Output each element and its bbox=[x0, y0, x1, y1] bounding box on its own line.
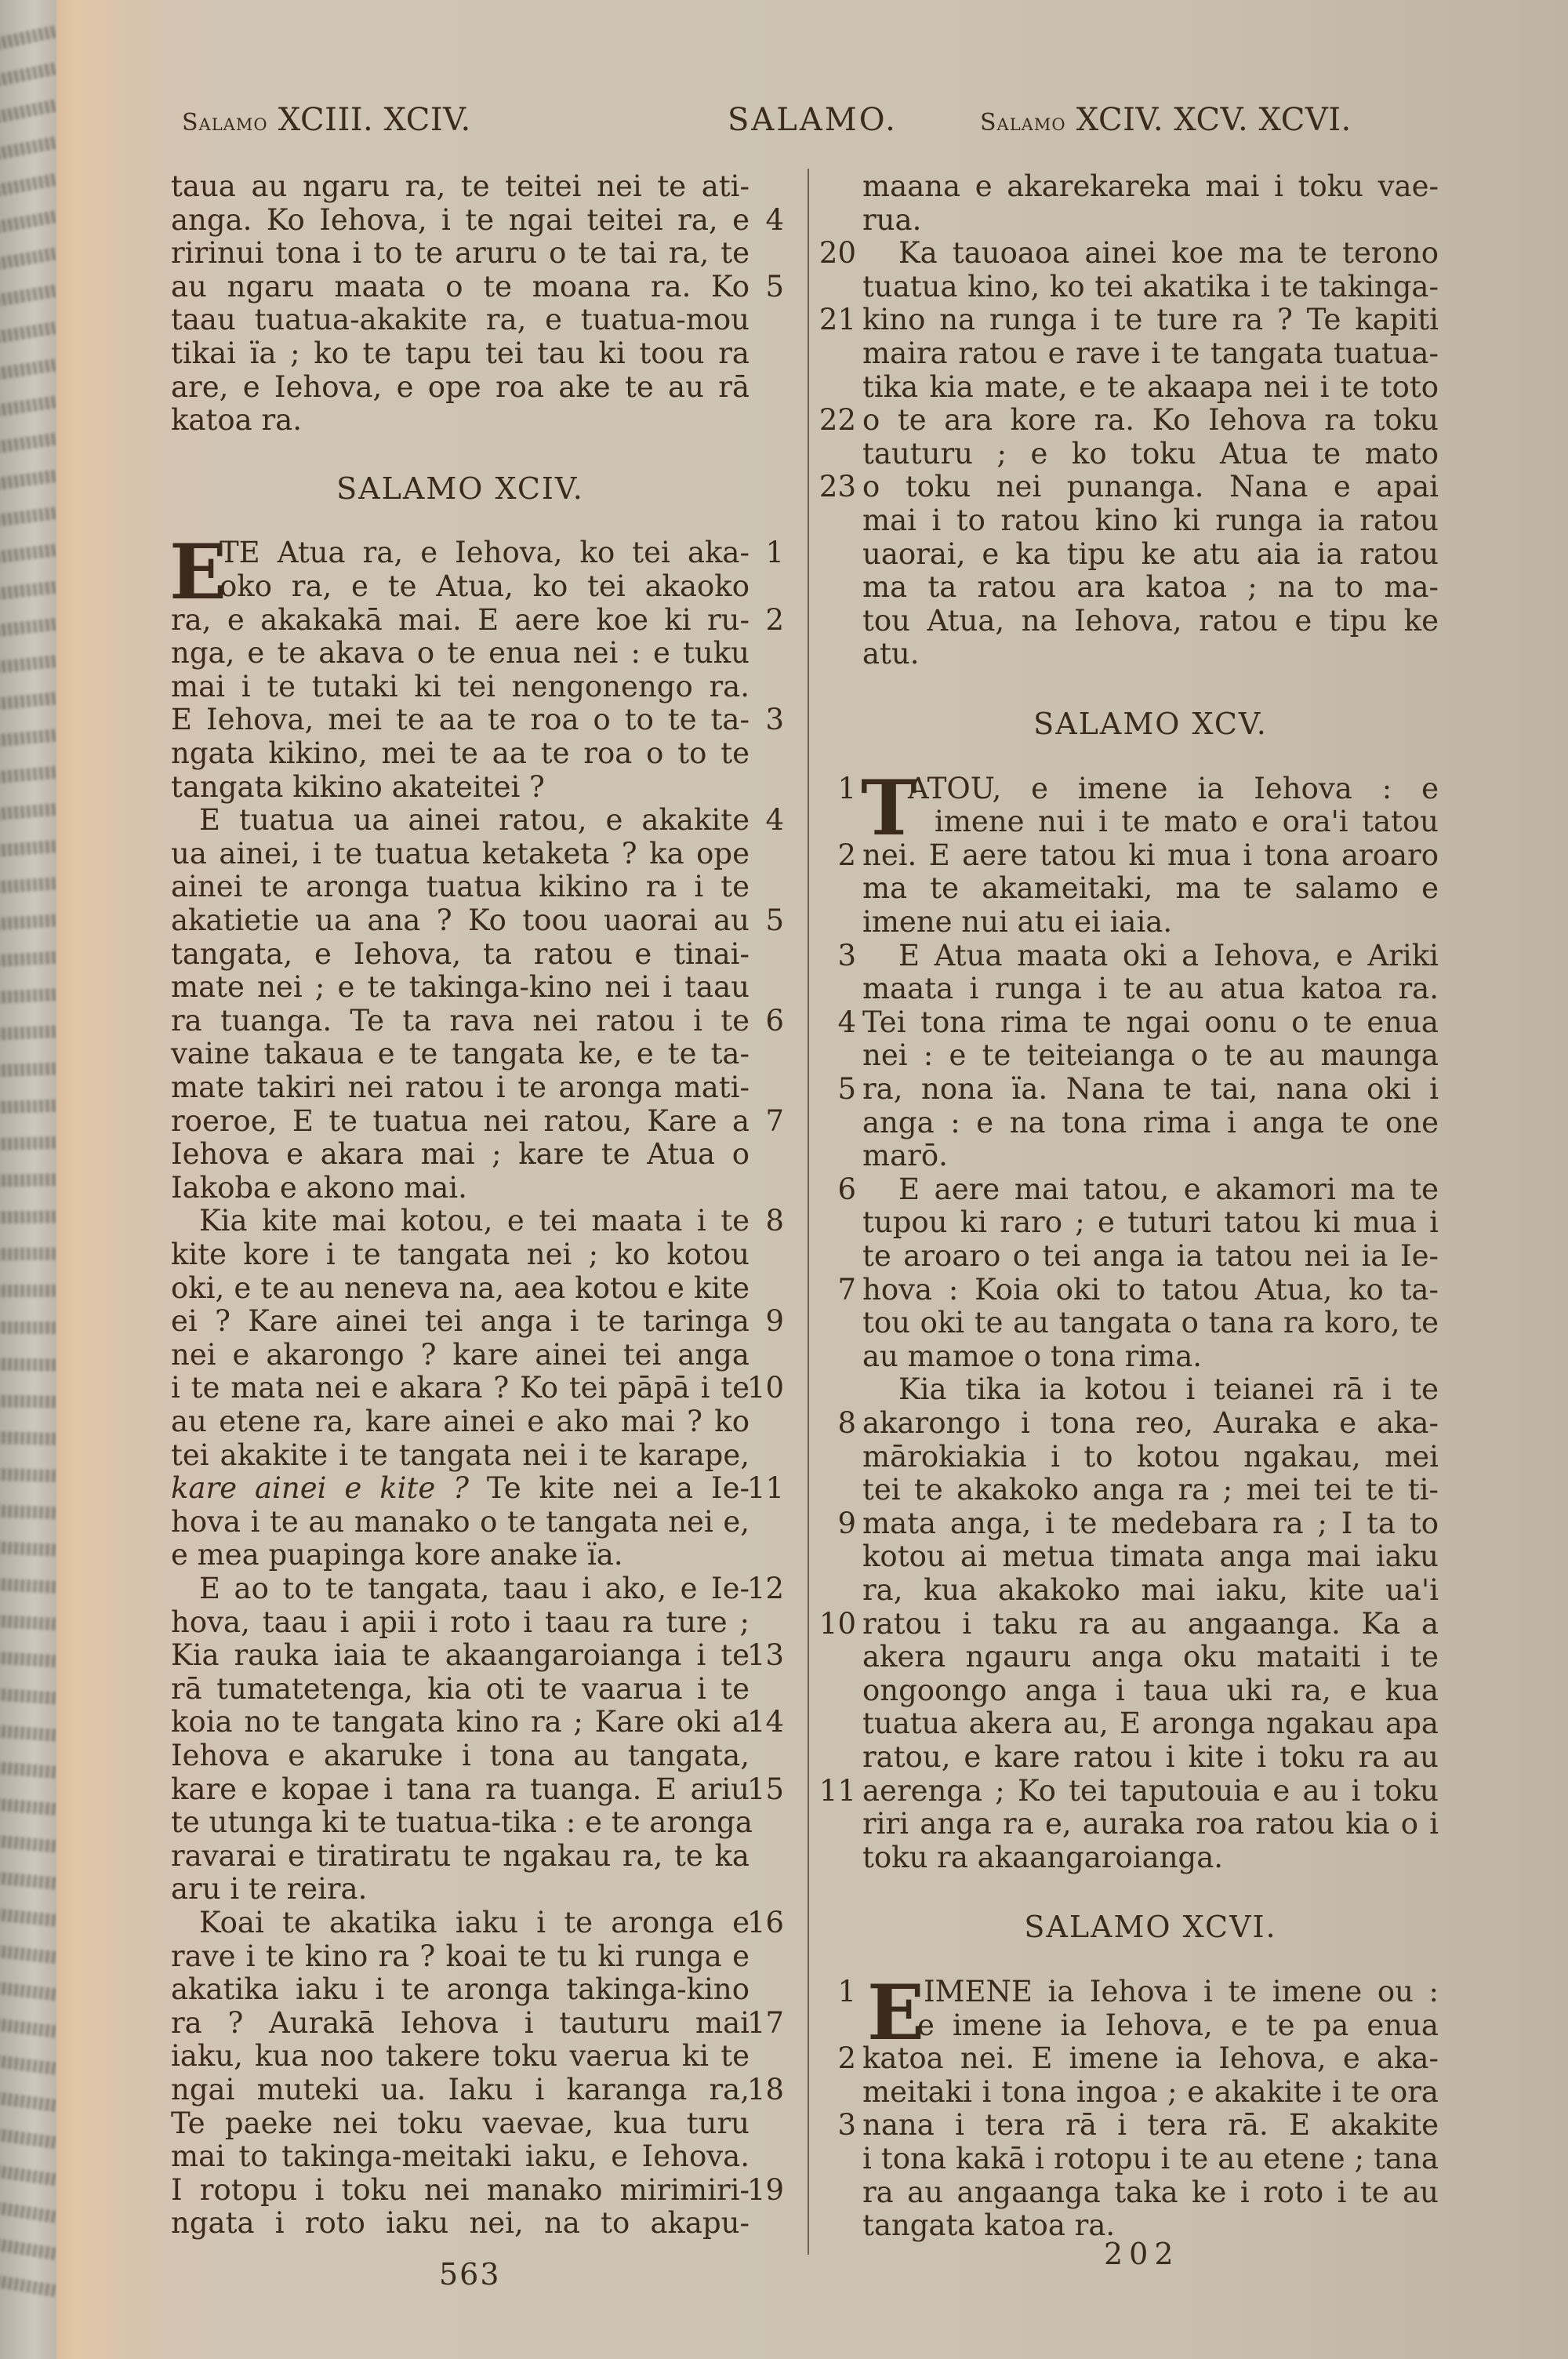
verse-number: 17 bbox=[746, 2005, 784, 2040]
bleed-through-text bbox=[0, 25, 56, 50]
bleed-through-text bbox=[0, 766, 56, 784]
text-line: Te paeke nei toku vaevae, kua turu bbox=[171, 2106, 750, 2140]
text-line: ra, e akakakā mai. E aere koe ki ru- bbox=[171, 602, 750, 637]
verse-number: 2 bbox=[765, 602, 784, 637]
text-line: o toku nei punanga. Nana e apai bbox=[862, 470, 1439, 504]
bleed-through-text bbox=[0, 655, 56, 674]
bleed-through-text bbox=[0, 1431, 56, 1445]
text-line: ra, nona ïa. Nana te tai, nana oki i bbox=[862, 1072, 1439, 1106]
verse-number: 2 bbox=[837, 2041, 856, 2076]
running-head-right-sc: Salamo bbox=[980, 109, 1066, 136]
text-line: ngata i roto iaku nei, na to akapu- bbox=[171, 2206, 750, 2241]
verse-number: 10 bbox=[818, 1606, 856, 1641]
page-number-right: 202 bbox=[1104, 2237, 1180, 2271]
verse-number: 23 bbox=[818, 470, 856, 504]
text-line: ratou i taku ra au angaanga. Ka a bbox=[862, 1606, 1439, 1641]
text-line bbox=[171, 1471, 750, 1505]
text-line: Kia rauka iaia te akaangaroianga i te bbox=[171, 1638, 750, 1673]
text-line: mai i te tutaki ki tei nengonengo ra. bbox=[171, 669, 750, 703]
bleed-through-text bbox=[0, 470, 56, 490]
verse-number: 10 bbox=[746, 1371, 784, 1405]
text-line: TE Atua ra, e Iehova, ko tei aka- bbox=[220, 536, 750, 570]
verse-number: 6 bbox=[765, 1003, 784, 1038]
text-line: tikai ïa ; ko te tapu tei tau ki toou ra bbox=[171, 336, 750, 370]
text-line: mai to takinga-meitaki iaku, e Iehova. bbox=[171, 2139, 750, 2174]
verse-number: 21 bbox=[818, 303, 856, 337]
text-line: tangata, e Iehova, ta ratou e tinai- bbox=[171, 936, 750, 971]
bleed-through-text bbox=[0, 1100, 56, 1114]
text-line: Koai te akatika iaku i te aronga e bbox=[199, 1906, 750, 1939]
text-line: ATOU, e imene ia Iehova : e bbox=[908, 771, 1439, 805]
text-line: taau tuatua-akakite ra, e tuatua-mou bbox=[171, 303, 750, 337]
verse-number: 3 bbox=[837, 2108, 856, 2143]
text-line: katoa ra. bbox=[171, 403, 302, 438]
text-line: te utunga ki te tuatua-tika : e te aronga bbox=[171, 1805, 753, 1840]
text-line: mārokiakia i to kotou ngakau, mei bbox=[862, 1439, 1439, 1474]
bleed-through-text bbox=[0, 1358, 56, 1372]
previous-page-edge bbox=[0, 0, 56, 2359]
verse-number: 8 bbox=[837, 1406, 856, 1440]
bleed-through-text bbox=[0, 62, 56, 86]
text-line: kotou ai metua timata anga mai iaku bbox=[862, 1539, 1439, 1574]
verse-number: 5 bbox=[765, 269, 784, 304]
verse-number: 9 bbox=[765, 1304, 784, 1339]
text-line: Tei tona rima te ngai oonu o te enua bbox=[862, 1005, 1439, 1039]
bleed-through-text bbox=[0, 1945, 56, 1964]
bleed-through-text bbox=[0, 1761, 56, 1779]
bleed-through-text bbox=[0, 618, 56, 638]
bleed-through-text bbox=[0, 1871, 56, 1889]
text-line: I rotopu i toku nei manako mirimiri- bbox=[171, 2172, 750, 2207]
bleed-through-text bbox=[0, 1468, 56, 1482]
bleed-through-text bbox=[0, 840, 56, 857]
bleed-through-text bbox=[0, 1835, 56, 1853]
text-line: Kia kite mai kotou, e tei maata i te bbox=[199, 1204, 750, 1238]
verse-number: 2 bbox=[837, 838, 856, 872]
text-line: IMENE ia Iehova i te imene ou : bbox=[924, 1975, 1439, 2008]
text-line: kare e kopae i tana ra tuanga. E ariu bbox=[171, 1772, 750, 1806]
text-line: kino na runga i te ture ra ? Te kapiti bbox=[862, 303, 1439, 337]
text-line: i te mata nei e akara ? Ko tei pāpā i te bbox=[171, 1371, 750, 1405]
text-line: imene nui atu ei iaia. bbox=[862, 905, 1173, 939]
text-line: E Iehova, mei te aa te roa o to te ta- bbox=[171, 703, 750, 737]
text-line: i tona kakā i rotopu i te au etene ; tana bbox=[862, 2142, 1439, 2175]
bleed-through-text bbox=[0, 1615, 56, 1630]
text-line: rā tumatetenga, kia oti te vaarua i te bbox=[171, 1671, 750, 1706]
bleed-through-text bbox=[0, 1136, 56, 1150]
text-line: rua. bbox=[862, 202, 922, 237]
drop-cap: E bbox=[169, 528, 227, 617]
verse-number: 6 bbox=[837, 1172, 856, 1206]
text-line: ainei te aronga tuatua kikino ra i te bbox=[171, 870, 750, 904]
text-line: aerenga ; Ko tei taputouia e au i toku bbox=[862, 1773, 1439, 1808]
text-line: ratou, e kare ratou i kite i toku ra au bbox=[862, 1740, 1439, 1774]
bleed-through-text bbox=[0, 1394, 56, 1408]
text-line: vaine takaua e te tangata ke, e te ta- bbox=[171, 1037, 750, 1071]
text-line: ma ta ratou ara katoa ; na to ma- bbox=[862, 570, 1439, 605]
verse-number: 3 bbox=[837, 938, 856, 972]
bleed-through-text bbox=[0, 322, 56, 343]
bleed-through-text bbox=[0, 2238, 56, 2260]
text-line: tei te akakoko anga ra ; mei tei te ti- bbox=[862, 1473, 1439, 1507]
text-line: mate takiri nei ratou i te aronga mati- bbox=[171, 1070, 750, 1104]
bleed-through-text bbox=[0, 1025, 56, 1040]
verse-number: 19 bbox=[746, 2172, 784, 2207]
verse-number: 9 bbox=[837, 1506, 856, 1540]
text-line: ririnui tona i to te aruru o te tai ra, te bbox=[171, 236, 750, 271]
text-line: taua au ngaru ra, te teitei nei te ati- bbox=[171, 169, 750, 203]
running-head-center: SALAMO. bbox=[728, 102, 898, 138]
drop-cap: T bbox=[861, 763, 917, 852]
bleed-through-text bbox=[0, 803, 56, 820]
text-line: tupou ki raro ; e tuturi tatou ki mua i bbox=[862, 1205, 1439, 1240]
text-line: ra tuanga. Te ta rava nei ratou i te bbox=[171, 1003, 750, 1038]
verse-number: 15 bbox=[746, 1772, 784, 1806]
bleed-through-text bbox=[0, 692, 56, 711]
verse-number: 5 bbox=[765, 903, 784, 937]
text-line: riri anga ra e, auraka roa ratou kia o i bbox=[862, 1807, 1439, 1841]
bleed-through-text bbox=[0, 951, 56, 967]
verse-number: 3 bbox=[765, 703, 784, 737]
bleed-through-text bbox=[0, 1578, 56, 1594]
text-line: Iakoba e akono mai. bbox=[171, 1170, 467, 1205]
text-line: nei e akarongo ? kare ainei tei anga bbox=[171, 1337, 750, 1372]
running-head-right bbox=[980, 102, 1352, 138]
bleed-through-text bbox=[0, 1798, 56, 1816]
verse-number: 8 bbox=[765, 1204, 784, 1238]
psalm-heading: SALAMO XCVI. bbox=[1024, 1910, 1277, 1945]
text-line: akarongo i tona reo, Auraka e aka- bbox=[862, 1406, 1439, 1440]
text-line: au etene ra, kare ainei e ako mai ? ko bbox=[171, 1405, 750, 1438]
text-line: hova : Koia oki to tatou Atua, ko ta- bbox=[862, 1272, 1439, 1307]
text-line: mata anga, i te medebara ra ; I ta to bbox=[862, 1506, 1439, 1540]
text-line: ma te akameitaki, ma te salamo e bbox=[862, 871, 1439, 906]
verse-number: 14 bbox=[746, 1705, 784, 1739]
bleed-through-text bbox=[0, 877, 56, 893]
text-line: roeroe, E te tuatua nei ratou, Kare a bbox=[171, 1103, 750, 1138]
text-line: kite kore i te tangata nei ; ko kotou bbox=[171, 1238, 750, 1271]
bleed-through-text bbox=[0, 1725, 56, 1742]
text-line: ua ainei, i te tuatua ketaketa ? ka ope bbox=[171, 836, 750, 871]
verse-number: 4 bbox=[765, 202, 784, 237]
bleed-through-text bbox=[0, 2055, 56, 2075]
text-line: oki, e te au neneva na, aea kotou e kite bbox=[171, 1270, 750, 1305]
bleed-through-text bbox=[0, 2275, 56, 2297]
bleed-through-text bbox=[0, 1173, 56, 1187]
text-line: tangata katoa ra. bbox=[862, 2208, 1116, 2243]
text-line: e mea puapinga kore anake ïa. bbox=[171, 1538, 623, 1572]
text-line: tauturu ; e ko toku Atua te mato bbox=[862, 436, 1439, 471]
verse-number: 1 bbox=[837, 771, 856, 805]
text-line: au mamoe o tona rima. bbox=[862, 1339, 1203, 1373]
text-line: Iehova e akaruke i tona au tangata, bbox=[171, 1739, 750, 1772]
bleed-through-text bbox=[0, 395, 56, 416]
bleed-through-text bbox=[0, 2165, 56, 2186]
text-line: o te ara kore ra. Ko Iehova ra toku bbox=[862, 403, 1439, 438]
verse-number: 13 bbox=[746, 1638, 784, 1673]
text-line: E tuatua ua ainei ratou, e akakite bbox=[199, 803, 750, 838]
bleed-through-text bbox=[0, 1541, 56, 1556]
text-line: nana i tera rā i tera rā. E akakite bbox=[862, 2108, 1439, 2143]
text-line: toku ra akaangaroianga. bbox=[862, 1840, 1224, 1874]
running-head-left-sc: Salamo bbox=[182, 109, 268, 136]
text-line: tika kia mate, e te akaapa nei i te toto bbox=[862, 369, 1439, 404]
bleed-through-text bbox=[0, 100, 56, 124]
text-line: akera ngauru anga oku mataiti i te bbox=[862, 1640, 1439, 1674]
text-line: tei akakite i te tangata nei i te karape, bbox=[171, 1438, 750, 1472]
bleed-through-text bbox=[0, 285, 56, 307]
bleed-through-text bbox=[0, 1908, 56, 1927]
text-line: akatietie ua ana ? Ko toou uaorai au bbox=[171, 903, 750, 937]
bleed-through-text bbox=[0, 136, 56, 161]
text-line: nga, e te akava o te enua nei : e tuku bbox=[171, 636, 750, 671]
text-line: Ka tauoaoa ainei koe ma te terono bbox=[898, 236, 1439, 271]
text-line: E ao to te tangata, taau i ako, e Ie- bbox=[199, 1572, 750, 1605]
italic-text: kare ainei e kite ? bbox=[171, 1471, 469, 1506]
verse-number: 5 bbox=[837, 1072, 856, 1106]
line-text: Te kite nei a Ie- bbox=[469, 1471, 750, 1506]
bleed-through-text bbox=[0, 1063, 56, 1078]
verse-number: 11 bbox=[746, 1471, 784, 1506]
text-line: E Atua maata oki a Iehova, e Ariki bbox=[898, 938, 1439, 972]
text-line: ra ? Aurakā Iehova i tauturu mai bbox=[171, 2005, 750, 2040]
page-number-left: 563 bbox=[439, 2257, 501, 2292]
bleed-through-text bbox=[0, 988, 56, 1004]
text-line: rave i te kino ra ? koai te tu ki runga e bbox=[171, 1939, 750, 1973]
text-line: oko ra, e te Atua, ko tei akaoko bbox=[220, 569, 750, 603]
verse-number: 11 bbox=[818, 1773, 856, 1808]
bleed-through-text bbox=[0, 2018, 56, 2037]
verse-number: 22 bbox=[818, 403, 856, 438]
text-line: maana e akarekareka mai i toku vae- bbox=[862, 169, 1439, 203]
bleed-through-text bbox=[0, 1688, 56, 1704]
text-line: nei : e te teiteianga o te au maunga bbox=[862, 1038, 1439, 1073]
text-line: hova, taau i apii i roto i taau ra ture ; bbox=[171, 1605, 750, 1639]
text-line: Iehova e akara mai ; kare te Atua o bbox=[171, 1137, 750, 1172]
text-line: mai i to ratou kino ki runga ia ratou bbox=[862, 503, 1439, 537]
verse-number: 7 bbox=[837, 1272, 856, 1307]
bleed-through-text bbox=[0, 543, 56, 564]
text-line: te aroaro o tei anga ia tatou nei ia Ie- bbox=[862, 1239, 1439, 1273]
text-line: ngata kikino, mei te aa te roa o to te bbox=[171, 736, 750, 770]
text-line: tuatua kino, ko tei akatika i te takinga- bbox=[862, 269, 1439, 304]
bleed-through-text bbox=[0, 2201, 56, 2223]
text-line: katoa nei. E imene ia Iehova, e aka- bbox=[862, 2041, 1439, 2076]
text-line: are, e Iehova, e ope roa ake te au rā bbox=[171, 369, 750, 404]
text-line: e imene ia Iehova, e te pa enua bbox=[917, 2008, 1439, 2042]
text-line: aru i te reira. bbox=[171, 1872, 368, 1906]
bleed-through-text bbox=[0, 2092, 56, 2112]
bleed-through-text bbox=[0, 358, 56, 380]
psalm-heading: SALAMO XCV. bbox=[1033, 707, 1268, 741]
text-line: imene nui i te mato e ora'i tatou bbox=[935, 805, 1439, 839]
verse-number: 7 bbox=[765, 1103, 784, 1138]
running-head-left bbox=[182, 102, 471, 138]
bleed-through-text bbox=[0, 1652, 56, 1668]
bleed-through-text bbox=[0, 433, 56, 454]
drop-cap: E bbox=[867, 1968, 925, 2057]
text-line: ra, kua akakoko mai iaku, kite ua'i bbox=[862, 1573, 1439, 1607]
text-line: mate nei ; e te takinga-kino nei i taau bbox=[171, 970, 750, 1005]
text-line: Kia tika ia kotou i teianei rā i te bbox=[898, 1372, 1439, 1407]
running-head-left-rest: XCIII. XCIV. bbox=[267, 102, 471, 138]
bleed-through-text bbox=[0, 1210, 56, 1223]
text-line: anga : e na tona rima i anga te one bbox=[862, 1105, 1439, 1140]
bleed-through-text bbox=[0, 914, 56, 931]
text-line: uaorai, e ka tipu ke atu aia ia ratou bbox=[862, 536, 1439, 571]
bleed-through-text bbox=[0, 1248, 56, 1261]
bleed-through-text bbox=[0, 173, 56, 197]
text-line: tou oki te au tangata o tana ra koro, te bbox=[862, 1306, 1439, 1340]
text-line: nei. E aere tatou ki mua i tona aroaro bbox=[862, 838, 1439, 872]
text-line: tuatua akera au, E aronga ngakau apa bbox=[862, 1707, 1439, 1741]
verse-number: 1 bbox=[765, 536, 784, 570]
text-line: iaku, kua noo takere toku vaerua ki te bbox=[171, 2039, 750, 2074]
text-line: ngai muteki ua. Iaku i karanga ra, bbox=[171, 2073, 750, 2106]
text-line: marō. bbox=[862, 1139, 948, 1173]
bleed-through-text bbox=[0, 729, 56, 747]
text-line: anga. Ko Iehova, i te ngai teitei ra, e bbox=[171, 202, 750, 237]
text-line: ravarai e tiratiratu te ngakau ra, te ka bbox=[171, 1838, 750, 1873]
text-line: tangata kikino akateitei ? bbox=[171, 769, 545, 804]
bleed-through-text bbox=[0, 210, 56, 234]
verse-number: 12 bbox=[746, 1572, 784, 1605]
text-line: ongoongo anga i taua uki ra, e kua bbox=[862, 1673, 1439, 1707]
text-line: ei ? Kare ainei tei anga i te taringa bbox=[171, 1304, 750, 1339]
bleed-through-text bbox=[0, 580, 56, 600]
bleed-through-text bbox=[0, 247, 56, 270]
text-line: maata i runga i te au atua katoa ra. bbox=[862, 972, 1439, 1006]
bleed-through-text bbox=[0, 1285, 56, 1297]
bleed-through-text bbox=[0, 1982, 56, 2001]
text-line: ra au angaanga taka ke i roto i te au bbox=[862, 2175, 1439, 2209]
bleed-through-text bbox=[0, 1321, 56, 1334]
psalm-heading: SALAMO XCIV. bbox=[336, 471, 584, 506]
text-line: tou Atua, na Iehova, ratou e tipu ke bbox=[862, 603, 1439, 638]
verse-number: 18 bbox=[746, 2073, 784, 2106]
verse-number: 1 bbox=[837, 1975, 856, 2008]
running-head-right-rest: XCIV. XCV. XCVI. bbox=[1065, 102, 1352, 138]
verse-number: 4 bbox=[837, 1005, 856, 1039]
verse-number: 16 bbox=[746, 1906, 784, 1939]
verse-number: 20 bbox=[818, 236, 856, 271]
bleed-through-text bbox=[0, 507, 56, 527]
text-line: maira ratou e rave i te tangata tuatua- bbox=[862, 336, 1439, 370]
text-line: atu. bbox=[862, 637, 920, 671]
verse-number: 4 bbox=[765, 803, 784, 838]
bleed-through-text bbox=[0, 1505, 56, 1520]
text-line: akatika iaku i te aronga takinga-kino bbox=[171, 1972, 750, 2007]
text-line: meitaki i tona ingoa ; e akakite i te ora bbox=[862, 2074, 1439, 2109]
text-line: hova i te au manako o te tangata nei e, bbox=[171, 1504, 750, 1539]
text-line: E aere mai tatou, e akamori ma te bbox=[898, 1172, 1439, 1206]
text-line: koia no te tangata kino ra ; Kare oki a bbox=[171, 1705, 750, 1739]
text-line: au ngaru maata o te moana ra. Ko bbox=[171, 269, 750, 304]
bleed-through-text bbox=[0, 2128, 56, 2150]
